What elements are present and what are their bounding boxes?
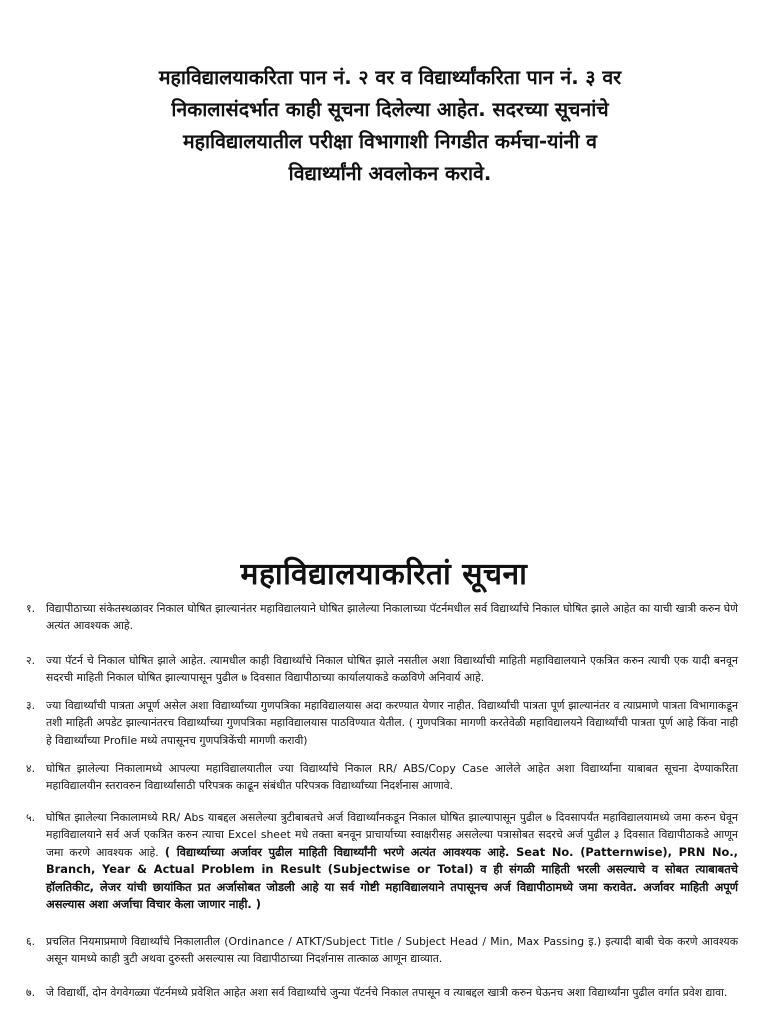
item-number: १. — [26, 602, 36, 615]
intro-line: निकालासंदर्भात काही सूचना दिलेल्या आहेत. सदरच्या सूचनांचे — [171, 98, 609, 121]
item-text-bold: ( विद्यार्थ्याच्या अर्जावर पुढील माहिती विद्यार्थ्यांनी भरणे अत्यंत आवश्यक आहे. Seat No. (Patternwise), PRN No., Branch, Year & Actual Problem in Result (Subjectwise or Total) व ही संगळी माहिती भरली असल्याचे व सोबत त्याबाबतचे हॉलतिकीट, लेजर यांची छायांकित प्रत अर्जासोबत जोडली आहे या सर्व गोष्टी महाविद्यालयाने तपासूनच अर्ज विद्यापीठामध्ये जमा करावेत. अर्जावर माहिती अपूर्ण असल्यास अशा अर्जाचा विचार केला जाणार नाही. ) — [46, 844, 739, 912]
list-item — [26, 933, 738, 968]
intro-line: महाविद्यालयाकरिता पान नं. २ वर व विद्यार्थ्यांकरिता पान नं. ३ वर — [158, 66, 622, 89]
item-text: विद्यापीठाच्या संकेतस्थळावर निकाल घोषित झाल्यानंतर महाविद्यालयाने घोषित झालेल्या निकालाच्या पॅटर्नमधील सर्व विद्यार्थ्यांचे निकाल घोषित झाले आहेत का याची खात्री करुन घेणे अत्यंत आवश्यक आहे. — [46, 602, 738, 633]
item-number: ५. — [26, 811, 36, 824]
list-item — [26, 652, 738, 687]
item-number: ७. — [26, 986, 36, 999]
list-item — [26, 600, 738, 635]
item-text: प्रचलित नियमाप्रमाणे विद्यार्थ्यांचे निकालातील (Ordinance / ATKT/Subject Title / Subject Head / Min, Max Passing इ.) इत्यादी बाबी चेक करणे आवश्यक असून यामध्ये काही त्रुटी अथवा दुरुस्ती असल्यास त्या विद्यापीठाच्या निदर्शनास तात्काळ आणून द्याव्यात. — [46, 935, 738, 966]
intro-line: महाविद्यालयातील परीक्षा विभागाशी निगडीत कर्मचा-यांनी व — [182, 130, 598, 153]
list-item — [26, 760, 738, 795]
item-text: ज्या विद्यार्थ्यांची पात्रता अपूर्ण असेल अशा विद्यार्थ्यांच्या गुणपत्रिका महाविद्यालयास अदा करण्यात येणार नाहीत. विद्यार्थ्यांची पात्रता पूर्ण झाल्यानंतर व त्याप्रमाणे पात्रता विभागाकडून तशी माहिती अपडेट झाल्यानंतरच विद्यार्थ्यांच्या गुणपत्रिका महाविद्यालयास पाठविण्यात येतील. ( गुणपत्रिका मागणी करतेवेळी महाविद्यालयने विद्यार्थ्यांची पात्रता पूर्ण आहे किंवा नाही हे विद्यार्थ्यांच्या Profile मध्ये तपासूनच गुणपत्रिकेंची मागणी करावी) — [46, 699, 738, 747]
item-text — [46, 809, 738, 913]
item-text: ज्या पॅटर्न चे निकाल घोषित झाले आहेत. त्यामधील काही विद्यार्थ्यांचे निकाल घोषित झाले नसतील अशा विद्यार्थ्यांची माहिती महाविद्यालयाने एकत्रित करुन त्याची एक यादी बनवून सदरची माहिती निकाल घोषित झाल्यापासून पुढील ७ दिवसात विद्यापीठाच्या कार्यालयाकडे कळविणे अनिवार्य आहे. — [46, 654, 738, 685]
section-heading: महाविद्यालयाकरितां सूचना — [240, 557, 528, 592]
list-item — [26, 697, 738, 749]
item-number: ४. — [26, 762, 36, 775]
item-text-regular: घोषित झालेल्या निकालामध्ये RR/ Abs याबद्दल असलेल्या त्रुटीबाबतचे अर्ज विद्यार्थ्यांनकडून निकाल घोषित झाल्यापासून पुढील ७ दिवसापर्यंत महाविद्यालयामध्ये जमा करुन घेवून महाविद्यालयाने सर्व अर्ज एकत्रित करुन त्याचा Excel sheet मधे तक्ता बनवून प्राचार्याच्या स्वाक्षरीसह असलेल्या पत्रासोबत सदरचे अर्ज पुढील ३ दिवसात विद्यापीठाकडे आणून जमा करणे आवश्यक आहे. — [46, 811, 738, 859]
intro-line: विद्यार्थ्यांनी अवलोकन करावे. — [288, 162, 492, 185]
item-text: जे विद्यार्थी, दोन वेगवेगळ्या पॅटर्नमध्ये प्रवेशित आहेत अशा सर्व विद्यार्थ्यांचे जुन्या पॅटर्नचे निकाल तपासून व त्याबद्दल खात्री करुन घेऊनच अशा विद्यार्थ्यांना पुढील वर्गात प्रवेश द्यावा. — [46, 986, 728, 999]
list-item — [26, 984, 738, 1001]
item-text: घोषित झालेल्या निकालामध्ये आपल्या महाविद्यालयातील ज्या विद्यार्थ्यांचे निकाल RR/ ABS/Copy Case आलेले आहेत अशा विद्यार्थ्यांना याबाबत सूचना देण्याकरिता महाविद्यालयीन स्तरावरुन विद्यार्थ्यांसाठी परिपत्रक काढून संबंधीत परिपत्रक विद्यार्थ्यांच्या निदर्शनास आणावे. — [46, 762, 738, 793]
item-number: २. — [26, 654, 36, 667]
item-number: ६. — [26, 935, 36, 948]
item-number: ३. — [26, 699, 36, 712]
intro-notice — [60, 62, 720, 190]
list-item — [26, 809, 738, 913]
